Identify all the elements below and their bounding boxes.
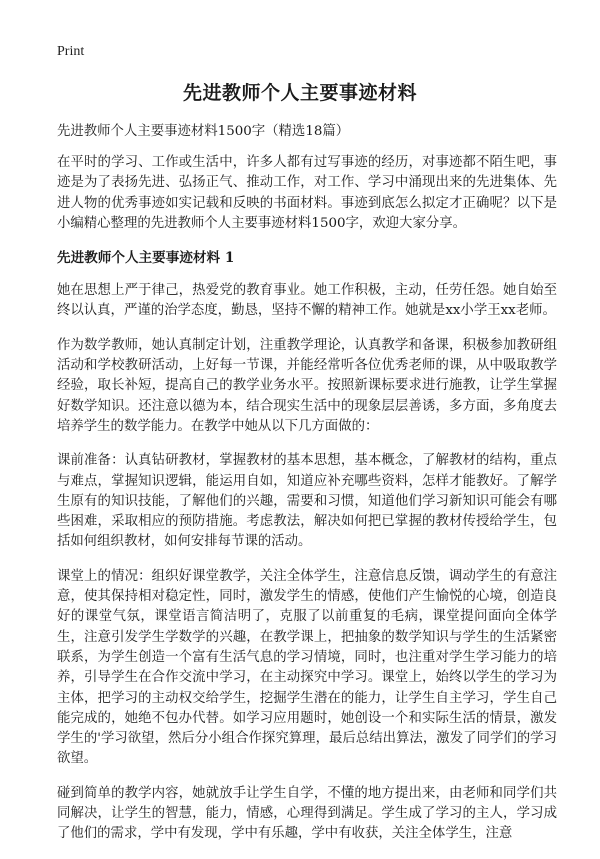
- intro-paragraph: 在平时的学习、工作或生活中，许多人都有过写事迹的经历，对事迹都不陌生吧，事迹是为了表扬先进、弘扬正气、推动工作，对工作、学习中涌现出来的先进集体、先进人物的优秀事迹如实记载和反映的书面材料。事迹到底怎么拟定才正确呢？以下是小编精心整理的先进教师个人主要事迹材料1500字，欢迎大家分享。: [57, 155, 557, 231]
- body-paragraph: 碰到简单的教学内容，她就放手让学生自学，不懂的地方提出来，由老师和同学们共同解决，让学生的智慧，能力，情感，心理得到满足。学生成了学习的主人，学习成了他们的需求，学中有发现，学中有乐趣，学中有收获，关注全体学生，注意: [57, 785, 557, 842]
- page-title: 先进教师个人主要事迹材料: [182, 82, 417, 104]
- body-paragraph: 课前准备：认真钻研教材，掌握教材的基本思想，基本概念，了解教材的结构，重点与难点，掌握知识逻辑，能运用自如，知道应补充哪些资料，怎样才能教好。了解学生原有的知识技能，了解他们的兴趣，需要和习惯，知道他们学习新知识可能会有哪些困难，采取相应的预防措施。考虑教法，解决如何把已掌握的教材传授给学生，包括如何组织教材，如何安排每节课的活动。: [57, 453, 557, 550]
- body-paragraph: 课堂上的情况：组织好课堂教学，关注全体学生，注意信息反馈，调动学生的有意注意，使其保持相对稳定性，同时，激发学生的情感，使他们产生愉悦的心境，创造良好的课堂气氛，课堂语言简洁明了，克服了以前重复的毛病，课堂提问面向全体学生，注意引发学生学数学的兴趣，在教学课上，把抽象的数学知识与学生的生活紧密联系，为学生创造一个富有生活气息的学习情境，同时，也注重对学生学习能力的培养，引导学生在合作交流中学习，在主动探究中学习。课堂上，始终以学生的学习为主体，把学习的主动权交给学生，挖掘学生潜在的能力，让学生自主学习，学生自己能完成的，她绝不包办代替。如学习应用题时，她创设一个和实际生活的情景，激发学生的'学习欲望，然后分小组合作探究算理，最后总结出算法，激发了同学们的学习欲望。: [57, 568, 557, 767]
- section-heading: 先进教师个人主要事迹材料 1: [57, 250, 235, 267]
- article-body: [57, 122, 557, 859]
- body-paragraph: 她在思想上严于律己，热爱党的教育事业。她工作积极，主动，任劳任怨。她自始至终以认真，严谨的治学态度，勤恳，坚持不懈的精神工作。她就是xx小学王xx老师。: [57, 283, 557, 319]
- body-paragraph: 作为数学教师，她认真制定计划，注重教学理论，认真教学和备课，积极参加教研组活动和学校教研活动，上好每一节课，并能经常听各位优秀老师的课，从中吸取教学经验，取长补短，提高自己的教学业务水平。按照新课标要求进行施教，让学生掌握好数学知识。还注意以德为本，结合现实生活中的现象层层善诱，多方面，多角度去培养学生的数学能力。在教学中她从以下几方面做的：: [57, 337, 557, 434]
- subtitle: 先进教师个人主要事迹材料1500字（精选18篇）: [57, 124, 350, 139]
- print-link[interactable]: Print: [57, 44, 85, 59]
